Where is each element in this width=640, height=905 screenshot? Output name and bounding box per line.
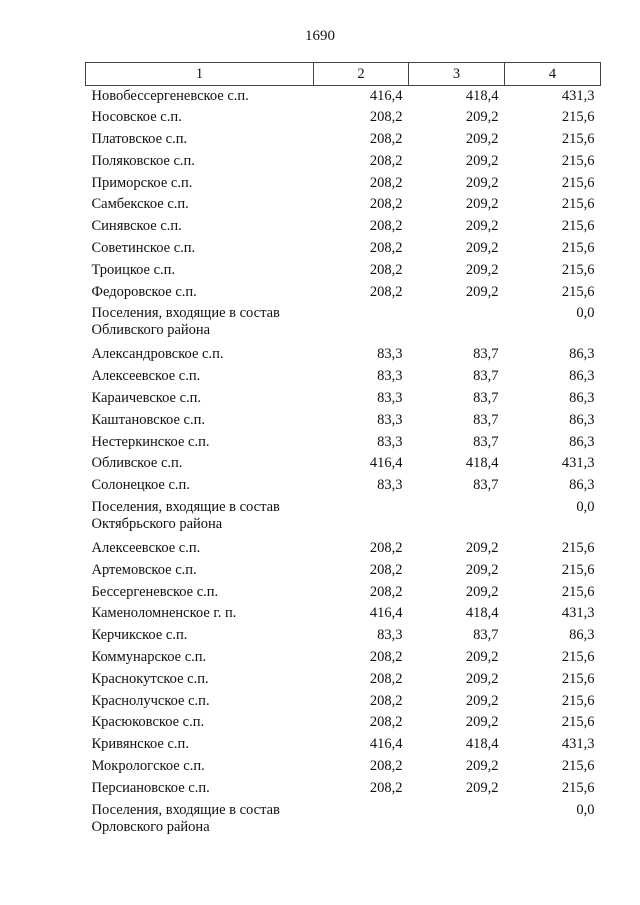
value-col-2-cell: 208,2 bbox=[369, 758, 403, 775]
value-col-3-cell bbox=[409, 800, 505, 841]
settlement-name-cell: Платовское с.п. bbox=[91, 131, 188, 148]
value-col-2-cell bbox=[314, 800, 409, 841]
value-col-2-cell: 83,3 bbox=[377, 368, 403, 385]
value-col-2-cell: 208,2 bbox=[369, 218, 403, 235]
value-col-2-cell: 83,3 bbox=[377, 390, 403, 407]
group-header-row bbox=[86, 303, 601, 344]
table-row bbox=[86, 432, 601, 454]
settlement-name-cell: Носовское с.п. bbox=[91, 109, 182, 126]
group-header-row bbox=[86, 800, 601, 841]
value-col-3-cell: 209,2 bbox=[465, 649, 499, 666]
value-col-2-cell: 208,2 bbox=[369, 670, 403, 687]
value-col-2-cell: 208,2 bbox=[369, 131, 403, 148]
table-row bbox=[86, 151, 601, 173]
value-col-4-cell: 215,6 bbox=[561, 758, 595, 775]
value-col-4-cell: 86,3 bbox=[569, 627, 595, 644]
table-row bbox=[86, 260, 601, 282]
budget-table bbox=[85, 62, 601, 841]
value-col-2-cell: 208,2 bbox=[369, 714, 403, 731]
value-col-2-cell: 208,2 bbox=[369, 283, 403, 300]
value-col-3-cell: 209,2 bbox=[465, 692, 499, 709]
value-col-4-cell: 215,6 bbox=[561, 131, 595, 148]
value-col-2-cell bbox=[314, 497, 409, 538]
value-col-3-cell: 83,7 bbox=[473, 433, 499, 450]
value-col-3-cell bbox=[409, 497, 505, 538]
settlement-name-cell: Алексеевское с.п. bbox=[91, 368, 201, 385]
table-row bbox=[86, 712, 601, 734]
table-row bbox=[86, 691, 601, 713]
value-col-3-cell: 418,4 bbox=[465, 736, 499, 753]
value-col-3-cell: 209,2 bbox=[465, 174, 499, 191]
value-col-2-cell: 208,2 bbox=[369, 196, 403, 213]
table-row bbox=[86, 538, 601, 560]
value-col-3-cell: 209,2 bbox=[465, 283, 499, 300]
table-row bbox=[86, 603, 601, 625]
settlement-name-cell: Краснокутское с.п. bbox=[91, 670, 209, 687]
value-col-2-cell: 83,3 bbox=[377, 433, 403, 450]
table-row bbox=[86, 453, 601, 475]
value-col-2-cell: 208,2 bbox=[369, 561, 403, 578]
value-col-2-cell: 416,4 bbox=[369, 455, 403, 472]
settlement-name-cell: Федоровское с.п. bbox=[91, 283, 197, 300]
value-col-3-cell: 209,2 bbox=[465, 109, 499, 126]
value-col-3-cell: 209,2 bbox=[465, 670, 499, 687]
value-col-2-cell: 416,4 bbox=[369, 605, 403, 622]
table-body bbox=[86, 86, 601, 841]
table-row bbox=[86, 129, 601, 151]
settlement-name-cell: Персиановское с.п. bbox=[91, 779, 210, 796]
value-col-4-cell: 0,0 bbox=[576, 305, 595, 322]
value-col-3-cell: 209,2 bbox=[465, 758, 499, 775]
table-row bbox=[86, 475, 601, 497]
value-col-2-cell: 208,2 bbox=[369, 692, 403, 709]
settlement-name-cell: Поселения, входящие в состав Обливского района bbox=[91, 305, 280, 339]
value-col-4-cell: 215,6 bbox=[561, 779, 595, 796]
value-col-3-cell: 83,7 bbox=[473, 477, 499, 494]
settlement-name-cell: Караичевское с.п. bbox=[91, 390, 202, 407]
value-col-4-cell: 431,3 bbox=[561, 736, 595, 753]
value-col-3-cell: 418,4 bbox=[465, 455, 499, 472]
value-col-2-cell: 83,3 bbox=[377, 627, 403, 644]
table-row bbox=[86, 734, 601, 756]
value-col-4-cell: 431,3 bbox=[561, 455, 595, 472]
column-header-2: 2 bbox=[314, 63, 409, 86]
value-col-2-cell: 208,2 bbox=[369, 109, 403, 126]
value-col-4-cell: 215,6 bbox=[561, 649, 595, 666]
settlement-name-cell: Обливское с.п. bbox=[91, 455, 183, 472]
value-col-3-cell: 209,2 bbox=[465, 583, 499, 600]
settlement-name-cell: Мокрологское с.п. bbox=[91, 758, 205, 775]
value-col-3-cell: 209,2 bbox=[465, 152, 499, 169]
table-row bbox=[86, 282, 601, 304]
settlement-name-cell: Поляковское с.п. bbox=[91, 152, 195, 169]
table-row bbox=[86, 194, 601, 216]
settlement-name-cell: Солонецкое с.п. bbox=[91, 477, 190, 494]
value-col-3-cell: 209,2 bbox=[465, 540, 499, 557]
column-header-4: 4 bbox=[505, 63, 601, 86]
value-col-3-cell: 209,2 bbox=[465, 714, 499, 731]
value-col-3-cell: 83,7 bbox=[473, 627, 499, 644]
value-col-2-cell: 208,2 bbox=[369, 240, 403, 257]
value-col-4-cell: 215,6 bbox=[561, 283, 595, 300]
value-col-3-cell: 418,4 bbox=[465, 605, 499, 622]
table-row bbox=[86, 625, 601, 647]
value-col-3-cell: 83,7 bbox=[473, 390, 499, 407]
table-row bbox=[86, 582, 601, 604]
value-col-3-cell bbox=[409, 303, 505, 344]
table-row bbox=[86, 647, 601, 669]
settlement-name-cell: Самбекское с.п. bbox=[91, 196, 189, 213]
value-col-3-cell: 209,2 bbox=[465, 261, 499, 278]
page-number: 1690 bbox=[305, 28, 335, 44]
settlement-name-cell: Синявское с.п. bbox=[91, 218, 182, 235]
value-col-4-cell: 0,0 bbox=[576, 801, 595, 818]
value-col-4-cell: 215,6 bbox=[561, 692, 595, 709]
value-col-3-cell: 83,7 bbox=[473, 368, 499, 385]
settlement-name-cell: Поселения, входящие в состав Орловского района bbox=[91, 801, 280, 835]
table-row bbox=[86, 388, 601, 410]
settlement-name-cell: Александровское с.п. bbox=[91, 346, 224, 363]
settlement-name-cell: Артемовское с.п. bbox=[91, 561, 197, 578]
value-col-4-cell: 0,0 bbox=[576, 499, 595, 516]
value-col-2-cell: 208,2 bbox=[369, 779, 403, 796]
value-col-2-cell: 83,3 bbox=[377, 477, 403, 494]
table-row bbox=[86, 107, 601, 129]
table-row bbox=[86, 410, 601, 432]
value-col-4-cell: 215,6 bbox=[561, 196, 595, 213]
value-col-2-cell: 208,2 bbox=[369, 174, 403, 191]
column-header-3: 3 bbox=[409, 63, 505, 86]
table-header-row bbox=[86, 63, 601, 86]
value-col-3-cell: 418,4 bbox=[465, 88, 499, 104]
table-row bbox=[86, 669, 601, 691]
settlement-name-cell: Советинское с.п. bbox=[91, 240, 196, 257]
value-col-3-cell: 209,2 bbox=[465, 218, 499, 235]
value-col-4-cell: 215,6 bbox=[561, 109, 595, 126]
value-col-4-cell: 215,6 bbox=[561, 540, 595, 557]
value-col-4-cell: 431,3 bbox=[561, 605, 595, 622]
value-col-4-cell: 215,6 bbox=[561, 714, 595, 731]
settlement-name-cell: Кривянское с.п. bbox=[91, 736, 189, 753]
value-col-4-cell: 86,3 bbox=[569, 433, 595, 450]
settlement-name-cell: Краснолучское с.п. bbox=[91, 692, 210, 709]
value-col-4-cell: 86,3 bbox=[569, 346, 595, 363]
value-col-3-cell: 209,2 bbox=[465, 561, 499, 578]
table-row bbox=[86, 173, 601, 195]
value-col-2-cell: 83,3 bbox=[377, 411, 403, 428]
value-col-3-cell: 209,2 bbox=[465, 779, 499, 796]
table-row bbox=[86, 366, 601, 388]
settlement-name-cell: Поселения, входящие в состав Октябрьского района bbox=[91, 499, 280, 533]
value-col-4-cell: 215,6 bbox=[561, 261, 595, 278]
value-col-2-cell: 416,4 bbox=[369, 88, 403, 104]
column-header-1: 1 bbox=[86, 63, 314, 86]
group-header-row bbox=[86, 497, 601, 538]
table-row bbox=[86, 344, 601, 366]
value-col-4-cell: 215,6 bbox=[561, 174, 595, 191]
value-col-2-cell: 208,2 bbox=[369, 583, 403, 600]
table-row bbox=[86, 238, 601, 260]
value-col-2-cell: 208,2 bbox=[369, 261, 403, 278]
value-col-4-cell: 431,3 bbox=[561, 88, 595, 104]
value-col-2-cell: 83,3 bbox=[377, 346, 403, 363]
settlement-name-cell: Коммунарское с.п. bbox=[91, 649, 207, 666]
value-col-2-cell: 208,2 bbox=[369, 152, 403, 169]
table-row bbox=[86, 756, 601, 778]
value-col-3-cell: 209,2 bbox=[465, 131, 499, 148]
settlement-name-cell: Каштановское с.п. bbox=[91, 411, 205, 428]
value-col-2-cell: 416,4 bbox=[369, 736, 403, 753]
settlement-name-cell: Троицкое с.п. bbox=[91, 261, 176, 278]
settlement-name-cell: Алексеевское с.п. bbox=[91, 540, 201, 557]
value-col-4-cell: 86,3 bbox=[569, 411, 595, 428]
settlement-name-cell: Нестеркинское с.п. bbox=[91, 433, 210, 450]
value-col-2-cell bbox=[314, 303, 409, 344]
value-col-4-cell: 86,3 bbox=[569, 477, 595, 494]
settlement-name-cell: Красюковское с.п. bbox=[91, 714, 205, 731]
value-col-4-cell: 215,6 bbox=[561, 561, 595, 578]
value-col-4-cell: 215,6 bbox=[561, 218, 595, 235]
table-row bbox=[86, 560, 601, 582]
settlement-name-cell: Керчикское с.п. bbox=[91, 627, 188, 644]
value-col-3-cell: 209,2 bbox=[465, 240, 499, 257]
settlement-name-cell: Бессергеневское с.п. bbox=[91, 583, 219, 600]
settlement-name-cell: Каменоломненское г. п. bbox=[91, 605, 237, 622]
table-row bbox=[86, 216, 601, 238]
value-col-4-cell: 215,6 bbox=[561, 583, 595, 600]
value-col-4-cell: 215,6 bbox=[561, 152, 595, 169]
value-col-3-cell: 209,2 bbox=[465, 196, 499, 213]
value-col-3-cell: 83,7 bbox=[473, 411, 499, 428]
value-col-4-cell: 86,3 bbox=[569, 390, 595, 407]
value-col-4-cell: 86,3 bbox=[569, 368, 595, 385]
table-row bbox=[86, 86, 601, 108]
value-col-4-cell: 215,6 bbox=[561, 240, 595, 257]
settlement-name-cell: Новобессергеневское с.п. bbox=[91, 88, 249, 104]
value-col-3-cell: 83,7 bbox=[473, 346, 499, 363]
table-row bbox=[86, 778, 601, 800]
value-col-4-cell: 215,6 bbox=[561, 670, 595, 687]
value-col-2-cell: 208,2 bbox=[369, 540, 403, 557]
value-col-2-cell: 208,2 bbox=[369, 649, 403, 666]
settlement-name-cell: Приморское с.п. bbox=[91, 174, 193, 191]
